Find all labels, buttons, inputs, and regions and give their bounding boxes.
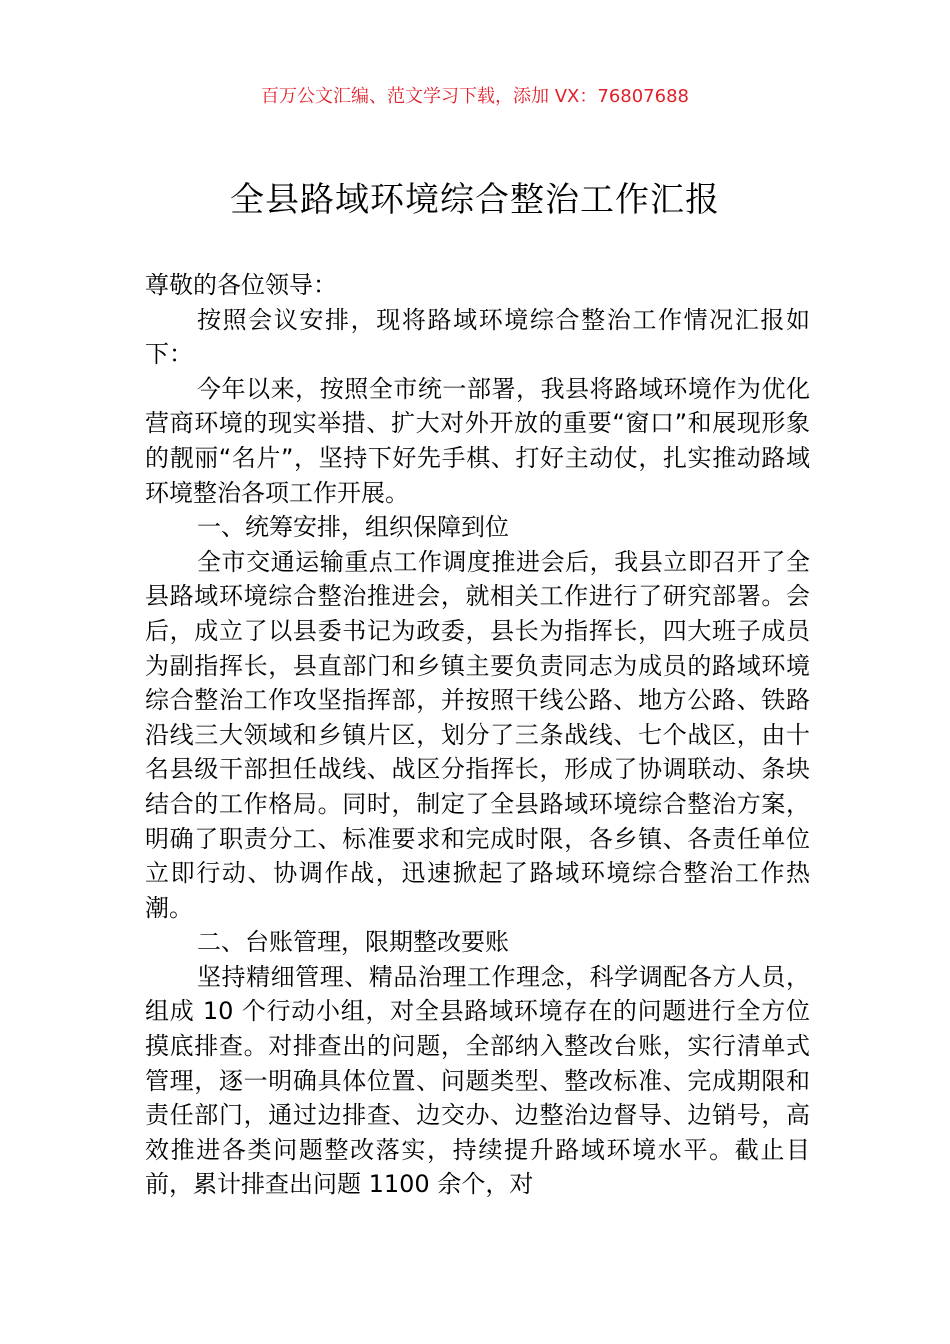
document-body bbox=[145, 268, 810, 1202]
document-title: 全县路域环境综合整治工作汇报 bbox=[230, 180, 720, 220]
section-1-paragraph: 全市交通运输重点工作调度推进会后，我县立即召开了全县路域环境综合整治推进会，就相关工作进行了研究部署。会后，成立了以县委书记为政委，县长为指挥长，四大班子成员为副指挥长，县直部门和乡镇主要负责同志为成员的路域环境综合整治工作攻坚指挥部，并按照干线公路、地方公路、铁路沿线三大领域和乡镇片区，划分了三条战线、七个战区，由十名县级干部担任战线、战区分指挥长，形成了协调联动、条块结合的工作格局。同时，制定了全县路域环境综合整治方案，明确了职责分工、标准要求和完成时限，各乡镇、各责任单位立即行动、协调作战，迅速掀起了路域环境综合整治工作热潮。 bbox=[145, 547, 810, 922]
overview-paragraph: 今年以来，按照全市统一部署，我县将路域环境作为优化营商环境的现实举措、扩大对外开放的重要“窗口”和展现形象的靓丽“名片”，坚持下好先手棋、打好主动仗，扎实推动路域环境整治各项工作开展。 bbox=[145, 374, 810, 507]
section-heading-2: 二、台账管理，限期整改要账 bbox=[197, 928, 509, 957]
section-2-paragraph: 坚持精细管理、精品治理工作理念，科学调配各方人员，组成 10 个行动小组，对全县路域环境存在的问题进行全方位摸底排查。对排查出的问题，全部纳入整改台账，实行清单式管理，逐一明确具体位置、问题类型、整改标准、完成期限和责任部门，通过边排查、边交办、边整治边督导、边销号，高效推进各类问题整改落实，持续提升路域环境水平。截止目前，累计排查出问题 1100 余个，对 bbox=[145, 962, 810, 1199]
watermark-text: 百万公文汇编、范文学习下载，添加 VX：76807688 bbox=[261, 86, 689, 107]
section-heading-1: 一、统筹安排，组织保障到位 bbox=[197, 513, 509, 542]
intro-paragraph: 按照会议安排，现将路域环境综合整治工作情况汇报如下： bbox=[145, 305, 810, 369]
salutation: 尊敬的各位领导： bbox=[145, 271, 337, 299]
